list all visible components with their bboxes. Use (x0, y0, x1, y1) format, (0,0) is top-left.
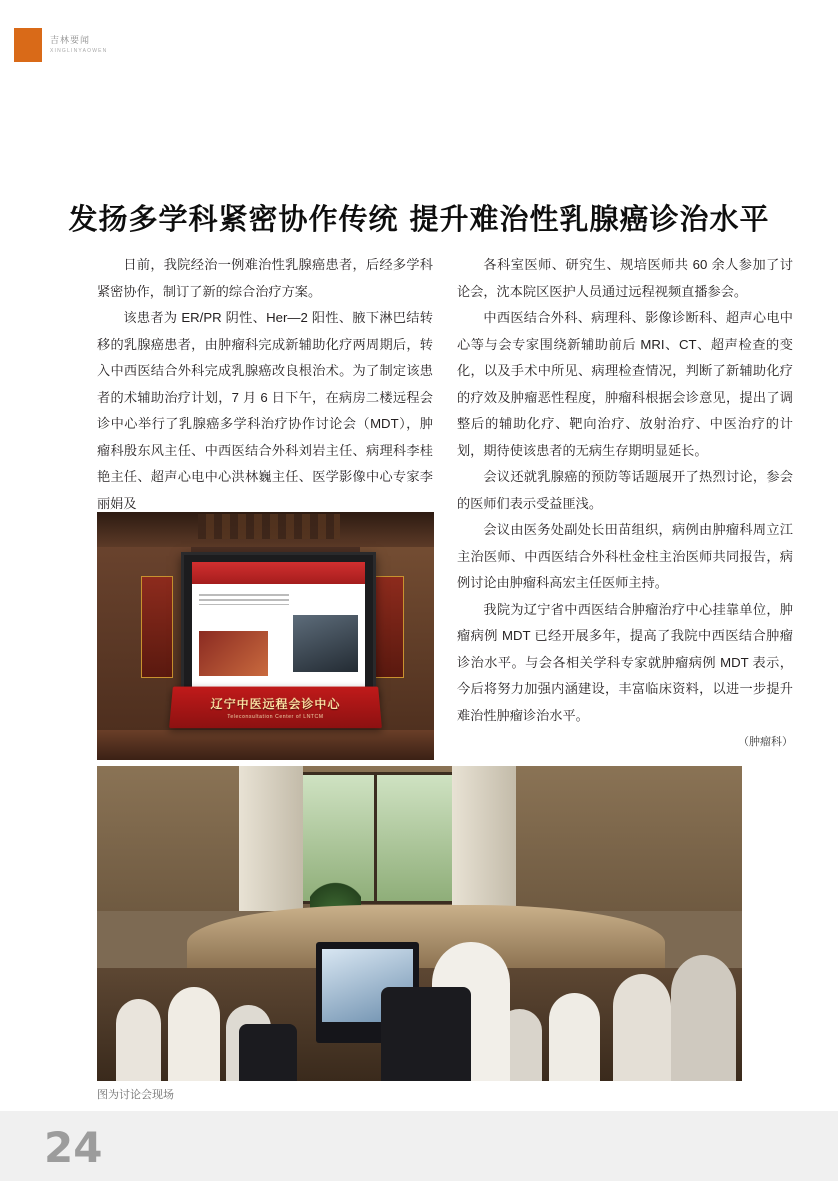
photo2-attendee (116, 999, 161, 1081)
page-number: 24 (44, 1123, 103, 1172)
photo2-attendee (671, 955, 736, 1081)
photo1-center-banner (169, 686, 382, 728)
photo2-office-chair (239, 1024, 297, 1081)
article-signature: （肿瘤科） (738, 736, 793, 748)
page-title: 发扬多学科紧密协作传统 提升难治性乳腺癌诊治水平 (68, 202, 770, 237)
photo1-screen-content (192, 562, 366, 687)
paragraph: 该患者为 ER/PR 阴性、Her—2 阳性、腋下淋巴结转移的乳腺癌患者，由肿瘤科完成新辅助化疗两周期后，转入中西医结合外科完成乳腺癌改良根治术。为了制定该患者的术辅助治疗计划，7 月 6 日下午，在病房二楼远程会诊中心举行了乳腺癌多学科治疗协作讨论会（MDT），肿瘤科殷东风主任、中西医结合外科刘岩主任、病理科李桂艳主任、超声心电中心洪林巍主任、医学影像中心专家李丽娟及 (97, 310, 433, 511)
photo2-attendee (613, 974, 671, 1081)
article-column-right (457, 252, 793, 756)
footer-band (0, 1111, 838, 1181)
header-section-title-cn: 吉林要闻 (50, 35, 91, 45)
paragraph: 会议由医务处副处长田苗组织，病例由肿瘤科周立江主治医师、中西医结合外科杜金柱主治医师共同报告，病例讨论由肿瘤科高宏主任医师主持。 (457, 522, 793, 590)
photo1-wall-panel-left (141, 576, 173, 677)
photo1-wall-panel-right (371, 576, 403, 677)
photo2-conference-table (187, 905, 664, 968)
photo1-screen-header-bar (192, 562, 366, 584)
photo1-screen-body (192, 584, 366, 687)
header-section-title-en: XINGLINYAOWEN (50, 48, 108, 54)
paragraph: 各科室医师、研究生、规培医师共 60 余人参加了讨论会，沈本院区医护人员通过远程视频直播参会。 (457, 257, 793, 299)
paragraph: 我院为辽宁省中西医结合肿瘤治疗中心挂靠单位，肿瘤病例 MDT 已经开展多年，提高了我院中西医结合肿瘤诊治水平。与会各相关学科专家就肿瘤病例 MDT 表示，今后将努力加强内涵建设，丰富临床资料，以进一步提升难治性肿瘤诊治水平。 (457, 601, 793, 723)
paragraph: 日前，我院经治一例难治性乳腺癌患者，后经多学科紧密协作，制订了新的综合治疗方案。 (97, 257, 433, 299)
photo1-floor (97, 730, 434, 760)
photo2-attendee (549, 993, 601, 1081)
photo1-banner-title-en: Teleconsultation Center of LNTCM (227, 713, 324, 720)
photo2-office-chair (381, 987, 471, 1082)
photo2-attendee (168, 987, 220, 1082)
paragraph: 中西医结合外科、病理科、影像诊断科、超声心电中心等与会专家围绕新辅助前后 MRI、CT、超声检查的变化，以及手术中所见、病理检查情况，判断了新辅助化疗的疗效及肿瘤恶性程度，肿瘤科根据会诊意见，提出了调整后的辅助化疗、靶向治疗、放射治疗、中医治疗的计划，期待使该患者的无病生存期明显延长。 (457, 310, 793, 458)
photo2-curtain-right (452, 766, 517, 911)
paragraph: 会议还就乳腺癌的预防等话题展开了热烈讨论，参会的医师们表示受益匪浅。 (457, 469, 793, 511)
photo-discussion-meeting (97, 766, 742, 1081)
photo-caption: 图为讨论会现场 (97, 1089, 174, 1101)
photo2-curtain-left (239, 766, 304, 911)
photo1-banner-title-cn: 辽宁中医远程会诊中心 (210, 696, 341, 711)
article-column-left (97, 252, 433, 517)
photo-remote-consultation-room (97, 512, 434, 760)
page-header (0, 28, 838, 62)
photo1-screen-video-thumb (293, 615, 359, 672)
header-labels (50, 28, 107, 62)
photo1-display-screen (181, 552, 376, 697)
photo1-ceiling-grid (198, 514, 340, 539)
header-color-block (14, 28, 42, 62)
